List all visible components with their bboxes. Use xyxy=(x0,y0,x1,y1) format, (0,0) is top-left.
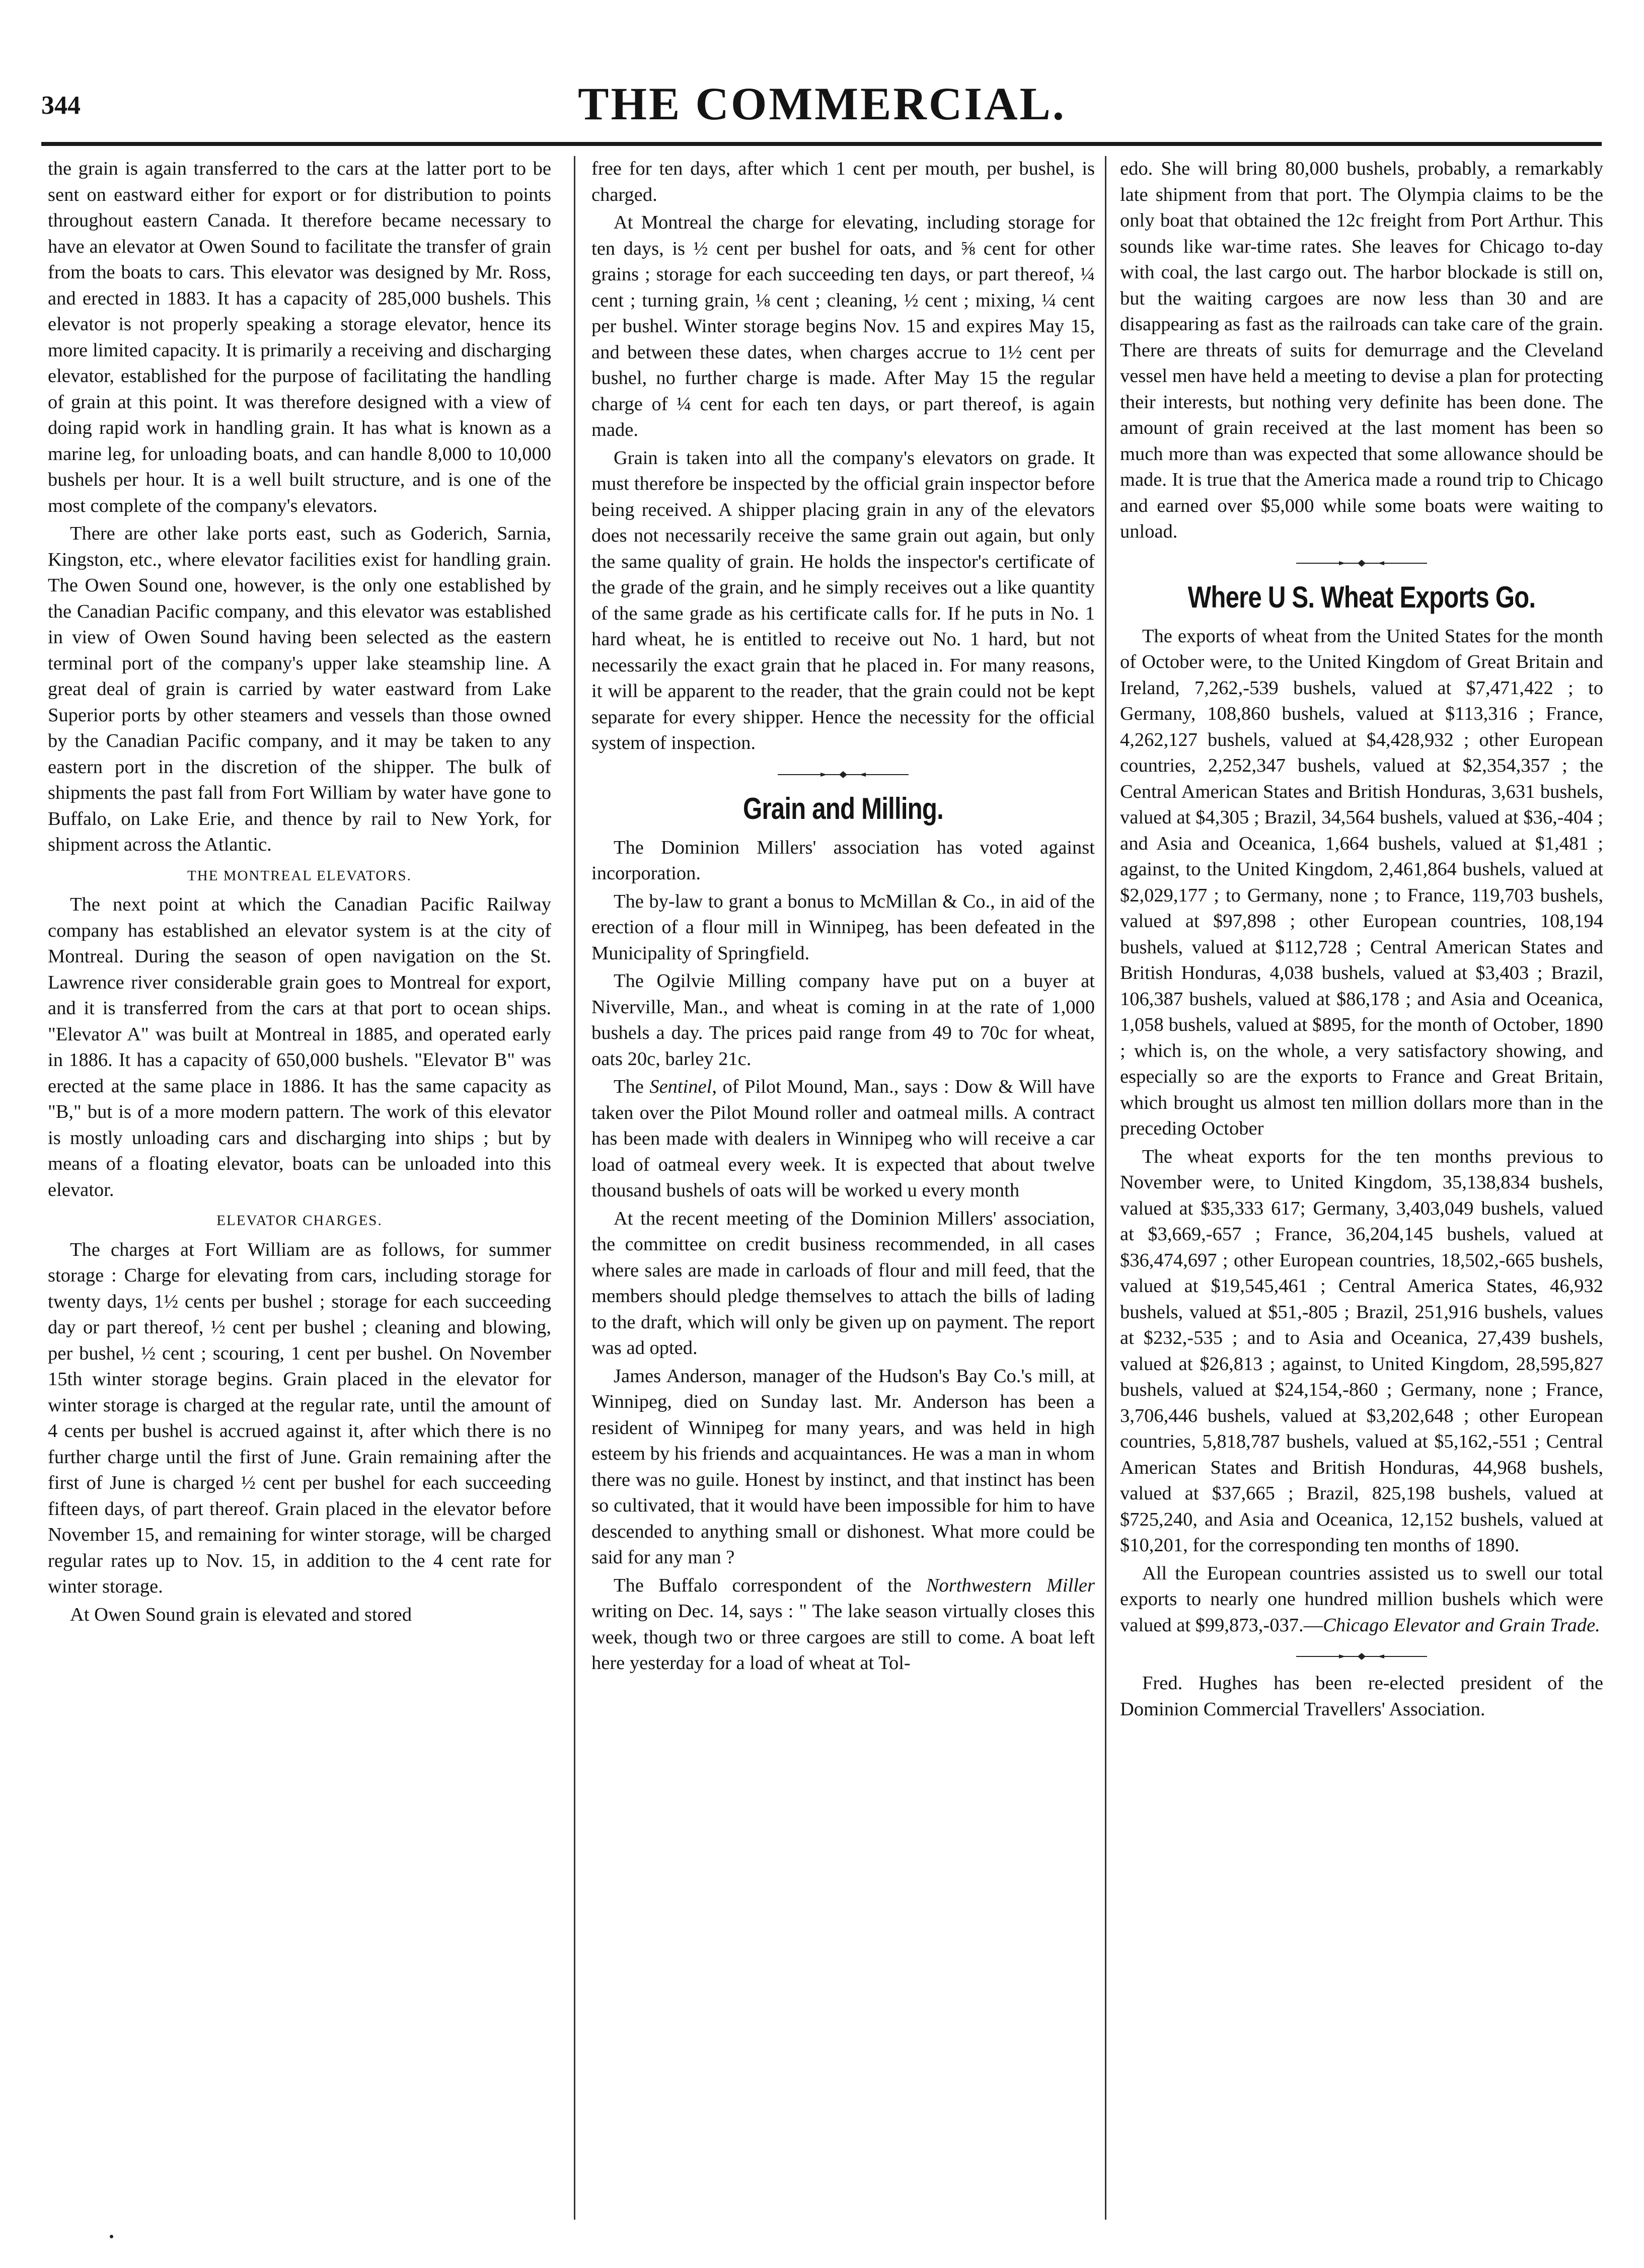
section-divider-ornament xyxy=(1286,1651,1437,1661)
paragraph: Grain is taken into all the company's elevators on grade. It must therefore be inspected by the official grain inspector before being received. A shipper placing grain in any of the elevators does not necessarily receive the same grain out again, but only the same quality of grain. He holds the inspector's certificate of the grade of the grain, and he simply receives out a like quantity of the same grade as his certificate calls for. If he puts in No. 1 hard wheat, he is entitled to receive out No. 1 hard, but not necessarily the exact grain that he placed in. For many reasons, it will be apparent to the reader, that the grain could not be kept separate for every shipper. Hence the necessity for the official system of inspection. xyxy=(591,447,1095,753)
source-citation: Chicago Elevator and Grain Trade. xyxy=(1323,1614,1600,1636)
subheading-montreal-elevators: THE MONTREAL ELEVATORS. xyxy=(187,867,412,884)
column-rule-left xyxy=(574,156,575,2220)
section-title-grain-and-milling: Grain and Milling. xyxy=(742,791,943,825)
paragraph: The exports of wheat from the United States for the month of October were, to the United Kingdom of Great Britain and Ireland, 7,262,-539 bushels, valued at $7,471,422 ; to Germany, 108,860 bushels, valued at $113,316 ; France, 4,262,127 bushels, valued at $4,428,932 ; other European countries, 2,252,347 bushels, valued at $2,354,357 ; the Central American States and British Honduras, 3,631 bushels, valued at $4,305 ; Brazil, 34,564 bushels, valued at $36,-404 ; and Asia and Oceanica, 1,664 bushels, valued at $1,481 ; against, to the United Kingdom, 2,461,864 bushels, valued at $2,029,177 ; to Germany, none ; to France, 119,703 bushels, valued at $97,898 ; other European countries, 108,194 bushels, valued at $112,728 ; Central American States and British Honduras, 4,038 bushels, valued at $3,403 ; Brazil, 106,387 bushels, valued at $86,178 ; and Asia and Oceanica, 1,058 bushels, valued at $895, for the month of October, 1890 ; which is, on the whole, a very satisfactory showing, and especially so are the exports to France and Great Britain, which brought us almost ten million dollars more than in the preceding October xyxy=(1120,625,1603,1139)
section-divider-ornament xyxy=(768,770,919,780)
paragraph: The wheat exports for the ten months previous to November were, to United Kingdom, 35,138,834 bushels, valued at $35,333 617; Germany, 3,403,049 bushels, valued at $3,669,-657 ; France, 36,204,145 bushels, valued at $36,474,697 ; other European countries, 18,502,-665 bushels, valued at $19,545,461 ; Central America States, 46,932 bushels, valued at $51,-805 ; Brazil, 251,916 bushels, values at $232,-535 ; and to Asia and Oceanica, 27,439 bushels, valued at $26,813 ; against, to United Kingdom, 28,595,827 bushels, valued at $24,154,-860 ; Germany, none ; France, 3,706,446 bushels, valued at $3,202,648 ; other European countries, 5,818,787 bushels, valued at $5,162,-551 ; Central American States and British Honduras, 44,968 bushels, valued at $37,665 ; Brazil, 825,198 bushels, valued at $725,240, and Asia and Oceanica, 12,152 bushels, valued at $10,201, for the corresponding ten months of 1890. xyxy=(1120,1146,1603,1556)
text: writing on Dec. 14, says : " The lake season virtually closes this week, though two or three cargoes are still to come. A boat left here yesterday for a load of wheat at Tol- xyxy=(591,1601,1095,1674)
paragraph: The Ogilvie Milling company have put on a buyer at Niverville, Man., and wheat is coming in at the rate of 1,000 bushels a day. The prices paid range from 49 to 70c for wheat, oats 20c, barley 21c. xyxy=(591,970,1095,1070)
column-2 xyxy=(591,156,1095,2210)
paragraph: the grain is again transferred to the cars at the latter port to be sent on eastward either for export or for distribution to points throughout eastern Canada. It therefore became necessary to have an elevator at Owen Sound to facilitate the transfer of grain from the boats to cars. This elevator was designed by Mr. Ross, and erected in 1883. It has a capacity of 285,000 bushels. This elevator is not properly speaking a storage elevator, hence its more limited capacity. It is primarily a receiving and discharging elevator, established for the purpose of facilitating the handling of grain at this point. It was therefore designed with a view of doing rapid work in handling grain. It has what is known as a marine leg, for unloading boats, and can handle 8,000 to 10,000 bushels per hour. It is a well built structure, and is one of the most complete of the company's elevators. xyxy=(48,158,551,516)
header-rule xyxy=(41,142,1602,146)
paragraph: The next point at which the Canadian Pacific Railway company has established an elevator system is at the city of Montreal. During the season of open navigation on the St. Lawrence river considerable grain goes to Montreal for export, and it is transferred from the cars at that port to ocean ships. "Elevator A" was built at Montreal in 1885, and operated early in 1886. It has a capacity of 650,000 bushels. "Elevator B" was erected at the same place in 1886. It has the same capacity as "B," but is of a more modern pattern. The work of this elevator is mostly unloading cars and discharging into ships ; but by means of a floating elevator, boats can be unloaded into this elevator. xyxy=(48,894,551,1200)
newspaper-name: Northwestern Miller xyxy=(926,1574,1095,1596)
column-1 xyxy=(48,156,551,2210)
paragraph xyxy=(1120,1561,1603,1639)
paragraph xyxy=(591,1573,1095,1677)
column-3 xyxy=(1120,156,1603,2210)
paragraph: The Dominion Millers' association has voted against incorporation. xyxy=(591,837,1095,884)
paragraph: Fred. Hughes has been re-elected president of the Dominion Commercial Travellers' Association. xyxy=(1120,1673,1603,1720)
text: The Buffalo correspondent of the xyxy=(614,1574,926,1596)
paragraph: At Montreal the charge for elevating, including storage for ten days, is ½ cent per bushel for oats, and ⅝ cent for other grains ; storage for each succeeding ten days, or part thereof, ¼ cent ; turning grain, ⅛ cent ; cleaning, ½ cent ; mixing, ¼ cent per bushel. Winter storage begins Nov. 15 and expires May 15, and between these dates, when charges accrue to 1½ cent per bushel, no further charge is made. After May 15 the regular charge of ¼ cent for each ten days, or part thereof, is again made. xyxy=(591,212,1095,440)
section-divider-ornament xyxy=(1286,558,1437,568)
paragraph: free for ten days, after which 1 cent per mouth, per bushel, is charged. xyxy=(591,158,1095,205)
paragraph: The charges at Fort William are as follows, for summer storage : Charge for elevating from cars, including storage for twenty days, 1½ cents per bushel ; storage for each succeeding day or part thereof, ½ cent per bushel ; cleaning and blowing, per bushel, ½ cent ; scouring, 1 cent per bushel. On November 15th winter storage begins. Grain placed in the elevator for winter storage is charged at the regular rate, until the amount of 4 cents per bushel is accrued against it, after which there is no further charge until the first of June. Grain remaining after the first of June is charged ½ cent per bushel for each succeeding fifteen days, of part thereof. Grain placed in the elevator before November 15, and remaining for winter storage, will be charged regular rates up to Nov. 15, in addition to the 4 cent rate for winter storage. xyxy=(48,1239,551,1597)
column-rule-right xyxy=(1105,156,1106,2220)
paragraph xyxy=(591,1074,1095,1204)
ink-speck xyxy=(110,2235,113,2238)
text: , of Pilot Mound, Man., says : Dow & Will have taken over the Pilot Mound roller and oatmeal mills. A contract has been made with dealers in Winnipeg who will receive a car load of oatmeal every week. It is expected that about twelve thousand bushels of oats will be worked u every month xyxy=(591,1076,1095,1201)
masthead-title: THE COMMERCIAL. xyxy=(578,78,1066,129)
section-title-wheat-exports: Where U S. Wheat Exports Go. xyxy=(1187,580,1536,614)
subheading-elevator-charges: ELEVATOR CHARGES. xyxy=(216,1213,383,1229)
text: All the European countries assisted us to swell our total exports to nearly one hundred million bushels which were valued at $99,873,-037.— xyxy=(1120,1562,1603,1636)
newspaper-name: Sentinel xyxy=(649,1076,712,1097)
page-number: 344 xyxy=(41,91,81,120)
paragraph: James Anderson, manager of the Hudson's Bay Co.'s mill, at Winnipeg, died on Sunday last. Mr. Anderson has been a resident of Winnipeg for many years, and was held in high esteem by his friends and acquaintances. He was a man in whom there was no guile. Honest by instinct, and that instinct has been so cultivated, that it would have been impossible for him to have descended to anything small or dishonest. What more could be said for any man ? xyxy=(591,1365,1095,1568)
paragraph: The by-law to grant a bonus to McMillan & Co., in aid of the erection of a flour mill in Winnipeg, has been defeated in the Municipality of Springfield. xyxy=(591,890,1095,964)
paragraph: There are other lake ports east, such as Goderich, Sarnia, Kingston, etc., where elevator facilities exist for handling grain. The Owen Sound one, however, is the only one established by the Canadian Pacific company, and this elevator was established in view of Owen Sound having been selected as the eastern terminal port of the company's upper lake steamship line. A great deal of grain is carried by water eastward from Lake Superior ports by other steamers and vessels than those owned by the Canadian Pacific company, and it may be taken to any eastern port in the discretion of the shipper. The bulk of shipments the past fall from Fort William by water have gone to Buffalo, on Lake Erie, and thence by rail to New York, for shipment across the Atlantic. xyxy=(48,523,551,855)
paragraph: edo. She will bring 80,000 bushels, probably, a remarkably late shipment from that port. The Olympia claims to be the only boat that obtained the 12c freight from Port Arthur. This sounds like war-time rates. She leaves for Chicago to-day with coal, the last cargo out. The harbor blockade is still on, but the waiting cargoes are now less than 30 and are disappearing as fast as the railroads can take care of the grain. There are threats of suits for demurrage and the Cleveland vessel men have held a meeting to devise a plan for protecting their interests, but nothing very definite has been done. The amount of grain received at the last moment has been so much more than was expected that some allowance should be made. It is true that the America made a round trip to Chicago and earned over $5,000 while some boats were waiting to unload. xyxy=(1120,158,1603,542)
paragraph: At the recent meeting of the Dominion Millers' association, the committee on credit business recommended, in all cases where sales are made in carloads of flour and mill feed, that the members should pledge themselves to attach the bills of lading to the draft, which will only be given up on payment. The report was ad opted. xyxy=(591,1207,1095,1358)
text: The xyxy=(614,1076,650,1097)
paragraph: At Owen Sound grain is elevated and stored xyxy=(70,1604,412,1625)
